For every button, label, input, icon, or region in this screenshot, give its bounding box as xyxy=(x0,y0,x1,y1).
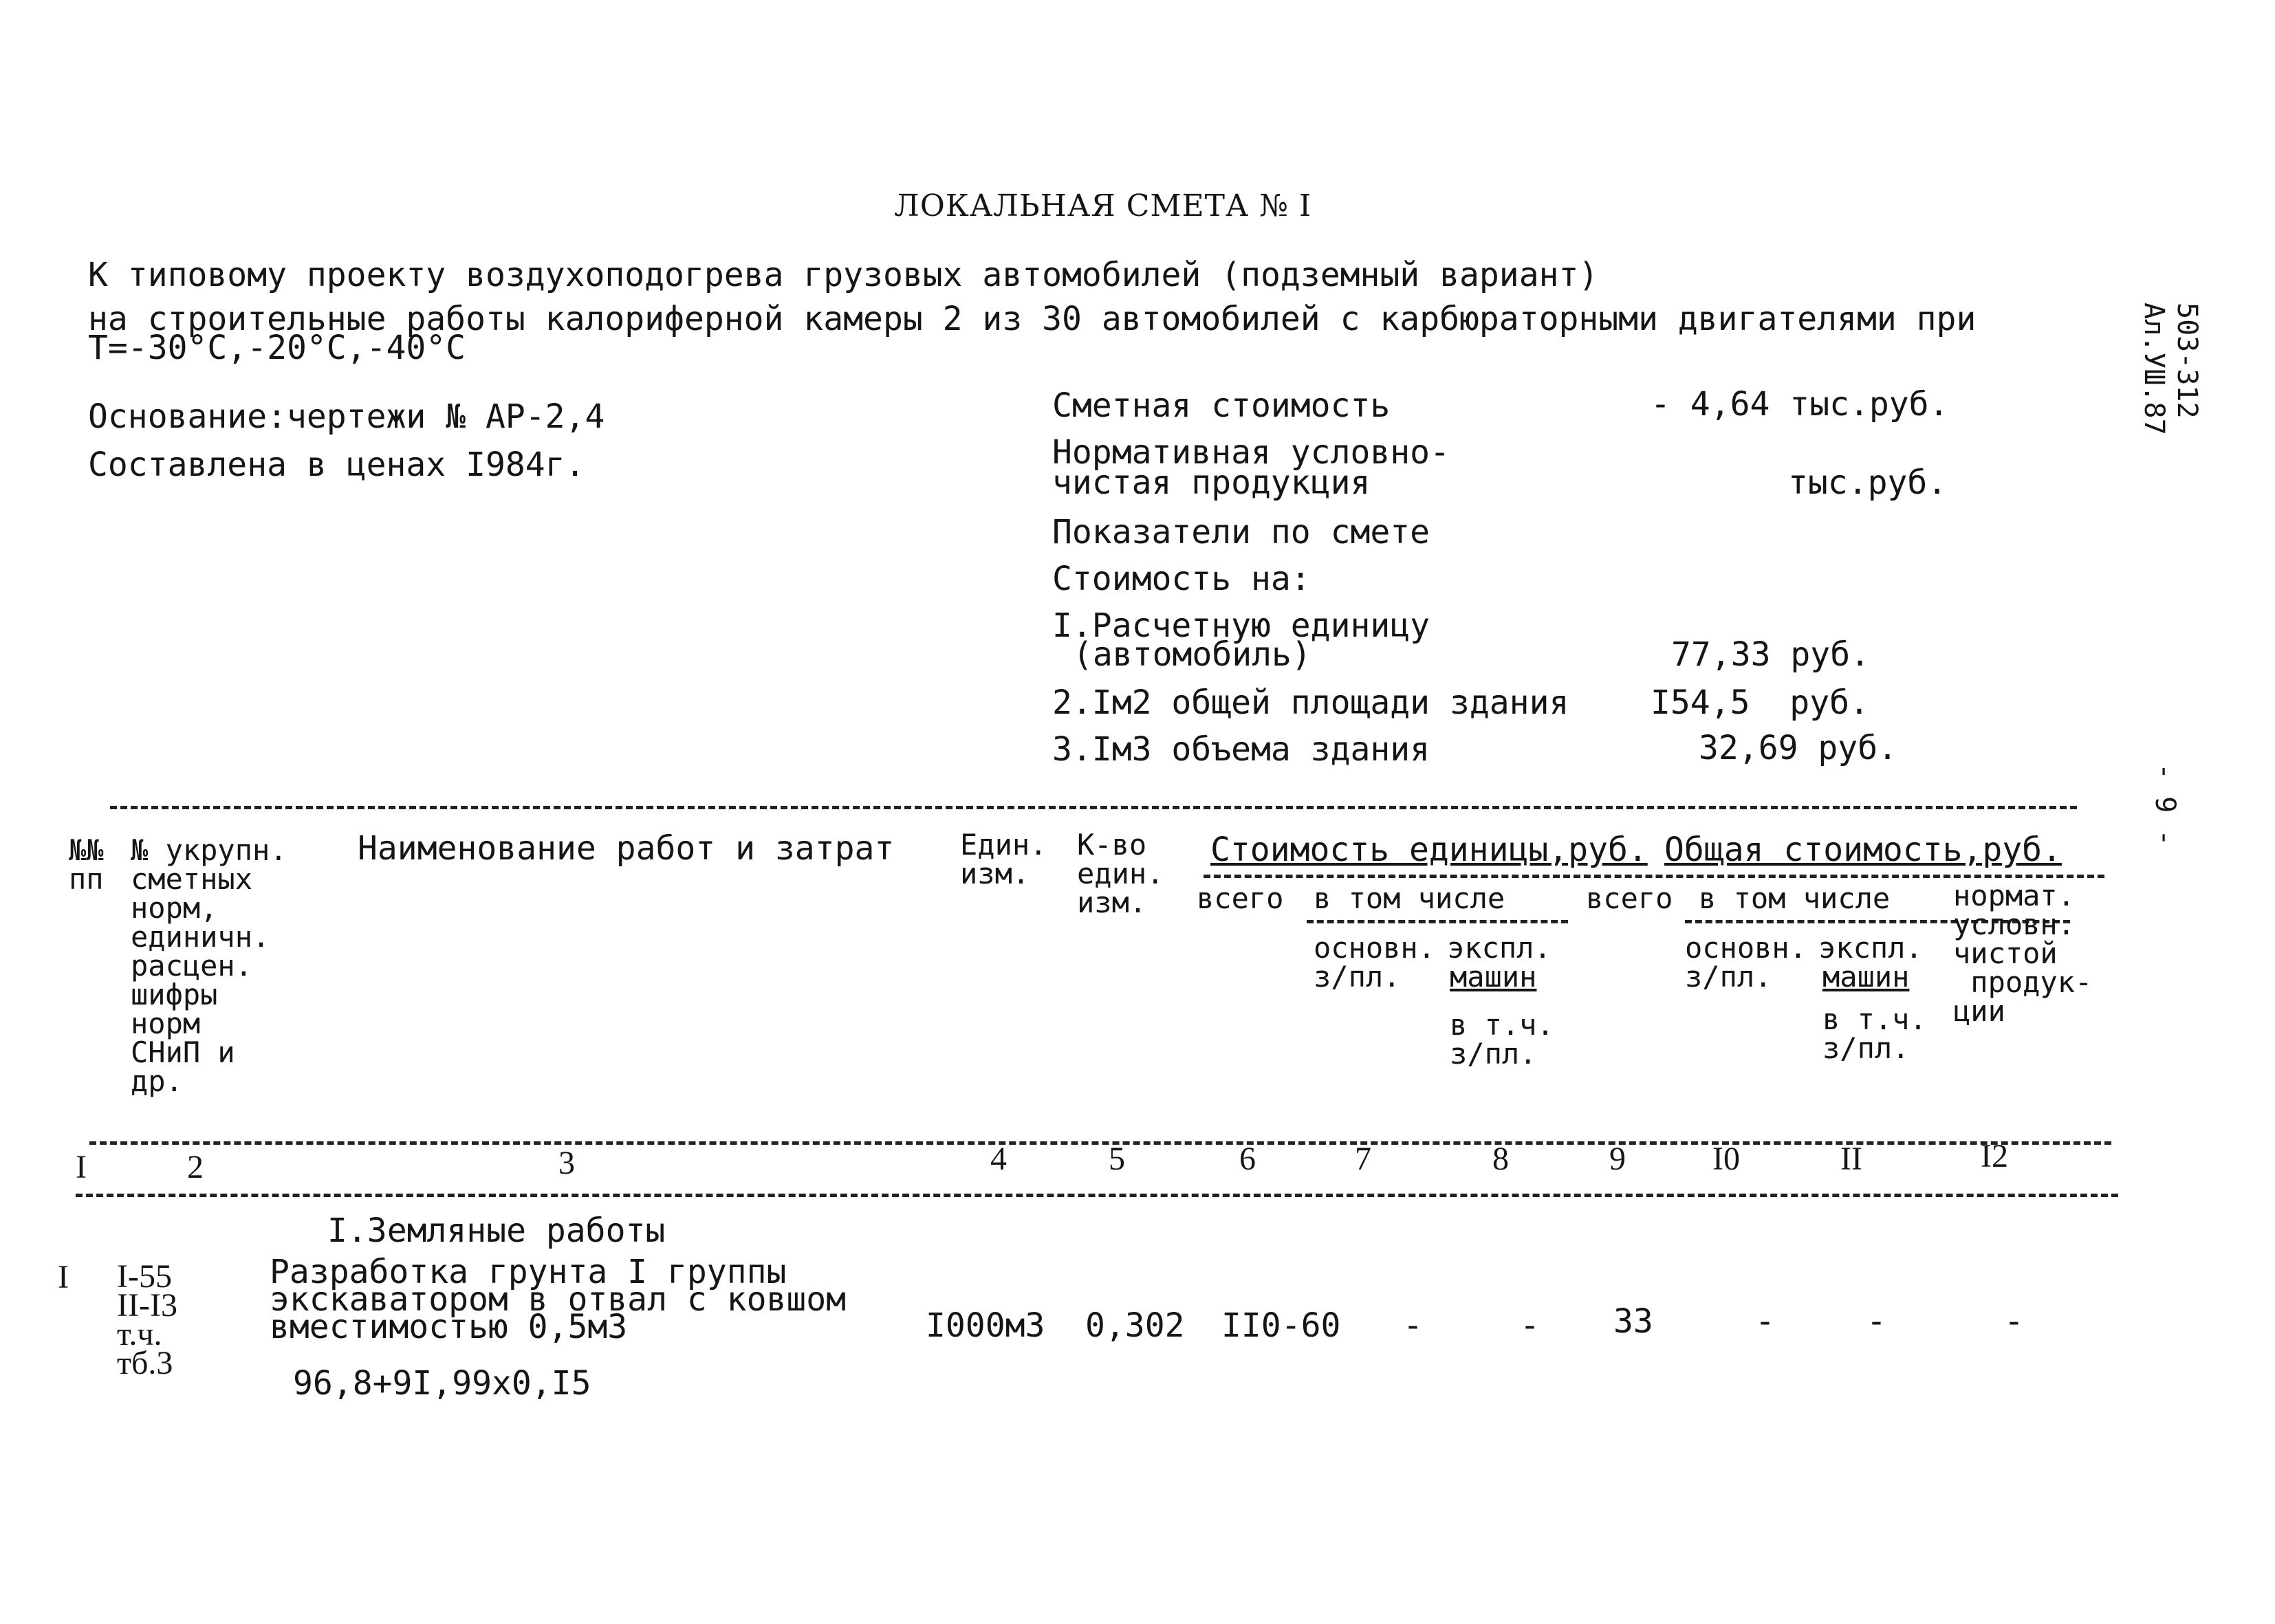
project-subtitle: К типовому проекту воздухоподогрева грузовых автомобилей (подземный вариант) xyxy=(88,256,1599,294)
incl-rule-1 xyxy=(1307,920,1568,923)
row-c12: - xyxy=(2004,1302,2024,1341)
header-machine-2c: в т.ч. з/пл. xyxy=(1822,1002,1927,1065)
row-c8: - xyxy=(1520,1306,1540,1345)
header-norm: нормат. условн. чистой продук- ции xyxy=(1953,879,2093,1028)
col-number-10: I0 xyxy=(1712,1141,1740,1177)
header-unit-cost: Стоимость единицы,руб. xyxy=(1210,831,1648,869)
margin-code-1: 503-312 xyxy=(2171,303,2203,419)
header-basic-pay-1: основн. з/пл. xyxy=(1314,931,1436,994)
net-label-2: чистая продукция xyxy=(1052,463,1371,502)
header-total-cost: Общая стоимость,руб. xyxy=(1664,831,2062,869)
col-number-1: I xyxy=(76,1149,87,1185)
numbers-bottom-rule xyxy=(76,1194,2118,1197)
indicator-1-value: 77,33 руб. xyxy=(1671,635,1870,674)
header-qty: К-во един. изм. xyxy=(1077,828,1164,919)
row-code: I-55 II-I3 т.ч. тб.3 xyxy=(117,1258,177,1381)
header-unit-total: всего xyxy=(1197,881,1284,915)
header-basic-pay-2: основн. з/пл. xyxy=(1685,931,1807,994)
header-total-incl: в том числе xyxy=(1699,881,1891,915)
indicator-2-label: 2.Iм2 общей площади здания xyxy=(1052,683,1569,722)
row-nn: I xyxy=(58,1259,69,1295)
page-number: - 9 - xyxy=(2149,763,2181,846)
basis-text: Основание:чертежи № АР-2,4 xyxy=(88,397,605,436)
header-machine-1: экспл. xyxy=(1447,931,1552,965)
header-bottom-rule xyxy=(89,1141,2111,1145)
col-number-9: 9 xyxy=(1609,1141,1626,1177)
scope-line-1: на строительные работы калориферной камеры 2 из 30 автомобилей с карбюраторными двигателями при xyxy=(88,300,1977,338)
indicator-1-label-1: I.Расчетную единицу xyxy=(1052,606,1430,645)
scope-line-2: Т=-30°С,-20°С,-40°С xyxy=(88,329,466,367)
net-label-1: Нормативная условно- xyxy=(1052,433,1450,472)
indicator-3-label: 3.Iм3 объема здания xyxy=(1052,730,1430,769)
page-title: ЛОКАЛЬНАЯ СМЕТА № I xyxy=(894,188,1312,223)
header-unit-incl: в том числе xyxy=(1314,881,1505,915)
table-top-rule xyxy=(110,806,2077,809)
header-machine-1b: машин xyxy=(1450,960,1537,994)
col-number-2: 2 xyxy=(187,1149,204,1185)
col-number-6: 6 xyxy=(1239,1141,1256,1177)
col-number-7: 7 xyxy=(1355,1141,1371,1177)
col-number-11: II xyxy=(1840,1141,1862,1177)
cost-value: - 4,64 тыс.руб. xyxy=(1651,385,1949,424)
row-formula: 96,8+9I,99х0,I5 xyxy=(293,1364,591,1403)
cost-group-rule xyxy=(1204,875,2104,878)
header-nn: №№ пп xyxy=(69,833,104,896)
indicator-3-value: 32,69 руб. xyxy=(1699,729,1897,767)
prices-text: Составлена в ценах I984г. xyxy=(88,446,585,484)
row-name: Разработка грунта I группы экскаватором в отвал с ковшом вместимостью 0,5м3 xyxy=(270,1253,847,1346)
header-total-all: всего xyxy=(1586,881,1673,915)
header-machine-2b: машин xyxy=(1822,960,1910,994)
row-c7: - xyxy=(1403,1306,1423,1345)
row-qty: 0,302 xyxy=(1085,1306,1185,1345)
header-machine-2: экспл. xyxy=(1818,931,1923,965)
col-number-5: 5 xyxy=(1109,1141,1125,1177)
col-number-8: 8 xyxy=(1492,1141,1509,1177)
header-code: № укрупн. сметных норм, единичн. расцен. шифры норм СНиП и др. xyxy=(131,833,287,1098)
header-machine-1c: в т.ч. з/пл. xyxy=(1450,1008,1554,1071)
row-c10: - xyxy=(1755,1302,1775,1341)
section-heading: I.Земляные работы xyxy=(327,1211,666,1250)
cost-label: Сметная стоимость xyxy=(1052,386,1391,425)
row-c9: 33 xyxy=(1613,1302,1653,1341)
margin-code-2: Ал.УШ.87 xyxy=(2138,303,2170,435)
header-unit: Един. изм. xyxy=(960,828,1047,890)
net-unit: тыс.руб. xyxy=(1788,463,1948,502)
indicator-2-value: I54,5 руб. xyxy=(1651,683,1869,722)
indicator-1-label-2: (автомобиль) xyxy=(1073,635,1311,674)
row-unit: I000м3 xyxy=(926,1306,1045,1345)
col-number-12: I2 xyxy=(1981,1138,2008,1174)
header-name: Наименование работ и затрат xyxy=(358,829,895,868)
col-number-3: 3 xyxy=(558,1145,575,1181)
cost-per-label: Стоимость на: xyxy=(1052,560,1311,598)
indicators-label: Показатели по смете xyxy=(1052,513,1430,551)
col-number-4: 4 xyxy=(990,1141,1007,1177)
row-unit-total: II0-60 xyxy=(1221,1306,1341,1345)
row-c11: - xyxy=(1866,1302,1886,1341)
